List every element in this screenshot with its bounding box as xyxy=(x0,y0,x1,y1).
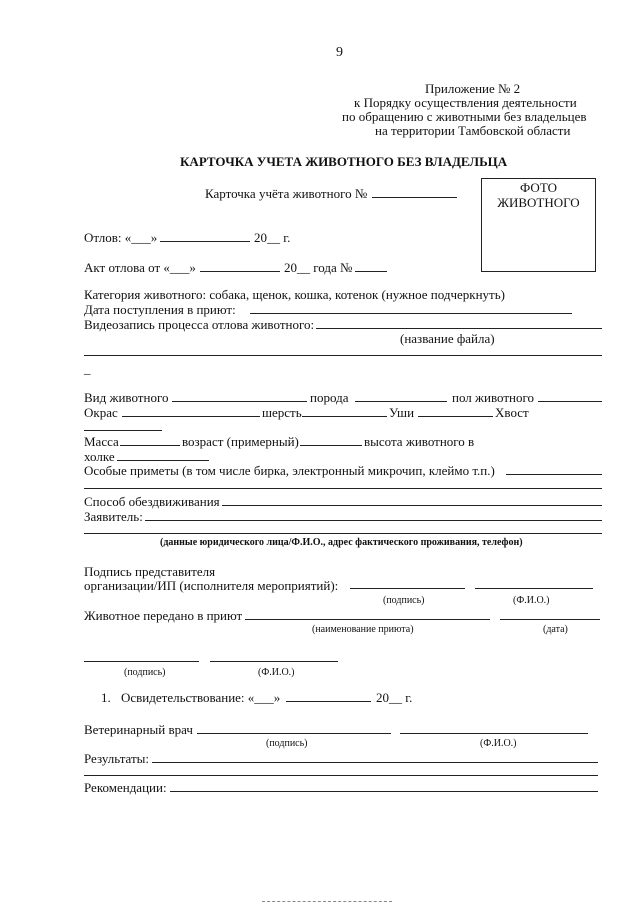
page-number: 9 xyxy=(336,45,343,60)
tail-field[interactable] xyxy=(84,430,162,431)
fur-label: шерсть xyxy=(262,405,302,420)
sex-label: пол животного xyxy=(452,390,534,405)
age-label: возраст (примерный) xyxy=(182,434,299,449)
appendix-line3: по обращению с животными без владельцев xyxy=(342,109,587,124)
card-number-label: Карточка учёта животного № xyxy=(205,186,368,201)
species-label: Вид животного xyxy=(84,390,169,405)
capture-label: Отлов: «___» xyxy=(84,230,158,245)
applicant-field[interactable] xyxy=(145,520,602,521)
vet-label: Ветеринарный врач xyxy=(84,722,193,737)
dash-mark: _ xyxy=(84,361,91,376)
color-label: Окрас xyxy=(84,405,118,420)
receiver-signature-hint: (подпись) xyxy=(124,667,166,678)
breed-label: порода xyxy=(310,390,349,405)
shelter-name-hint: (наименование приюта) xyxy=(312,624,414,635)
shelter-date-label: Дата поступления в приют: xyxy=(84,302,236,317)
act-year: 20__ года № xyxy=(284,260,353,275)
document-title: КАРТОЧКА УЧЕТА ЖИВОТНОГО БЕЗ ВЛАДЕЛЬЦА xyxy=(180,154,508,169)
rep-signature-field[interactable] xyxy=(350,588,465,589)
receiver-fio-field[interactable] xyxy=(210,661,338,662)
transfer-date-field[interactable] xyxy=(500,619,600,620)
appendix-line4: на территории Тамбовской области xyxy=(375,123,571,138)
color-field[interactable] xyxy=(122,416,260,417)
age-field[interactable] xyxy=(300,445,362,446)
act-label: Акт отлова от «___» xyxy=(84,260,196,275)
breed-field[interactable] xyxy=(355,401,447,402)
mass-field[interactable] xyxy=(120,445,180,446)
recommendations-field[interactable] xyxy=(170,791,598,792)
ears-field[interactable] xyxy=(418,416,493,417)
act-number-field[interactable] xyxy=(355,271,387,272)
card-number-field[interactable] xyxy=(372,197,457,198)
exam-number: 1. xyxy=(101,690,111,705)
receiver-fio-hint: (Ф.И.О.) xyxy=(258,667,295,678)
features-label: Особые приметы (в том числе бирка, электронный микрочип, клеймо т.п.) xyxy=(84,463,495,478)
act-month-field[interactable] xyxy=(200,271,280,272)
exam-year: 20__ г. xyxy=(376,690,413,705)
results-field-line2[interactable] xyxy=(84,775,598,776)
receiver-signature-field[interactable] xyxy=(84,661,199,662)
sex-field[interactable] xyxy=(538,401,602,402)
file-name-hint: (название файла) xyxy=(400,331,495,346)
footer-divider xyxy=(262,901,392,902)
video-field-line2[interactable] xyxy=(84,355,602,356)
rep-signature-hint: (подпись) xyxy=(383,595,425,606)
vet-fio-hint: (Ф.И.О.) xyxy=(480,738,517,749)
height-label: высота животного в xyxy=(364,434,475,449)
photo-label-1: ФОТО xyxy=(520,180,557,195)
appendix-line2: к Порядку осуществления деятельности xyxy=(354,95,577,110)
appendix-line1: Приложение № 2 xyxy=(425,81,521,96)
species-field[interactable] xyxy=(172,401,307,402)
rep-signature-line1: Подпись представителя xyxy=(84,564,216,579)
mass-label: Масса xyxy=(84,434,119,449)
vet-signature-hint: (подпись) xyxy=(266,738,308,749)
immobilization-field[interactable] xyxy=(222,505,602,506)
photo-label-2: ЖИВОТНОГО xyxy=(497,195,580,210)
features-field-line2[interactable] xyxy=(84,488,602,489)
video-label: Видеозапись процесса отлова животного: xyxy=(84,317,315,332)
category-label: Категория животного: собака, щенок, кошка, котенок (нужное подчеркнуть) xyxy=(84,287,505,302)
immobilization-label: Способ обездвиживания xyxy=(84,494,220,509)
transferred-label: Животное передано в приют xyxy=(84,608,243,623)
height-field[interactable] xyxy=(117,460,209,461)
ears-label: Уши xyxy=(389,405,415,420)
transfer-date-hint: (дата) xyxy=(543,624,568,635)
rep-signature-line2: организации/ИП (исполнителя мероприятий): xyxy=(84,578,339,593)
applicant-label: Заявитель: xyxy=(84,509,143,524)
shelter-name-field[interactable] xyxy=(245,619,490,620)
exam-month-field[interactable] xyxy=(286,701,371,702)
exam-label: Освидетельствование: «___» xyxy=(121,690,281,705)
capture-month-field[interactable] xyxy=(160,241,250,242)
applicant-hint: (данные юридического лица/Ф.И.О., адрес фактического проживания, телефон) xyxy=(160,537,523,548)
results-label: Результаты: xyxy=(84,751,149,766)
shelter-date-field[interactable] xyxy=(250,313,572,314)
recommendations-label: Рекомендации: xyxy=(84,780,167,795)
capture-year: 20__ г. xyxy=(254,230,291,245)
results-field[interactable] xyxy=(152,762,598,763)
features-field[interactable] xyxy=(506,474,602,475)
tail-label: Хвост xyxy=(495,405,529,420)
video-field[interactable] xyxy=(316,328,602,329)
fur-field[interactable] xyxy=(302,416,387,417)
applicant-field-line2[interactable] xyxy=(84,533,602,534)
vet-signature-field[interactable] xyxy=(197,733,391,734)
rep-fio-field[interactable] xyxy=(475,588,593,589)
rep-fio-hint: (Ф.И.О.) xyxy=(513,595,550,606)
vet-fio-field[interactable] xyxy=(400,733,588,734)
withers-label: холке xyxy=(84,449,115,464)
